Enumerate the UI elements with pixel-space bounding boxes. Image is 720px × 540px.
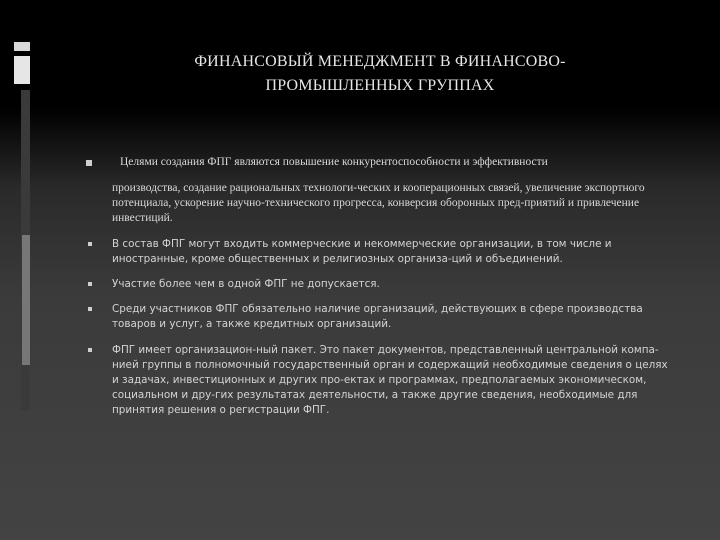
decorative-bars <box>0 0 40 420</box>
square-bullet-icon <box>88 282 92 286</box>
bullet-composition-text: В состав ФПГ могут входить коммерческие и некоммерческие организации, в том числе и иностранные, кроме общественных и религиозных организа-ций и объединений. <box>112 237 612 265</box>
bullet-goals <box>84 156 674 227</box>
bullet-goals-continuation: производства, создание рациональных технологи-ческих и кооперационных связей, увеличение экспортного потенциала, ускорение научно-технического прогресса, конверсия оборонных пред-приятий и привлечение инвестиций. <box>112 182 645 225</box>
square-bullet-icon <box>88 307 92 311</box>
bullet-participants-text: Среди участников ФПГ обязательно наличие организаций, действующих в сфере производства товаров и услуг, а также кредитных организаций. <box>112 303 643 331</box>
bullet-goals-lead: Целями создания ФПГ являются повышение конкурентоспособности и эффективности <box>120 156 548 168</box>
bullet-participation <box>84 277 674 292</box>
bullet-package-text: ФПГ имеет организацион-ный пакет. Это пакет документов, представленный центральной компа-нией группы в полномочный государственный орган и содержащий необходимые сведения о целях и задачах, инвестиционных и других про-ектах и программах, предполагаемых экономическом, социальном и дру-гих результатах деятельности, а также другие сведения, необходимые для принятия решения о регистрации ФПГ. <box>112 343 668 417</box>
slide-title <box>140 50 620 98</box>
bullet-list <box>84 156 674 419</box>
title-line-2: ПРОМЫШЛЕННЫХ ГРУППАХ <box>265 77 495 94</box>
title-line-1: ФИНАНСОВЫЙ МЕНЕДЖМЕНТ В ФИНАНСОВО- <box>194 53 566 70</box>
bullet-composition <box>84 237 674 267</box>
bullet-participation-text: Участие более чем в одной ФПГ не допускается. <box>112 278 380 291</box>
square-bullet-icon <box>88 348 92 352</box>
square-bullet-icon <box>88 242 92 246</box>
bullet-participants <box>84 302 674 332</box>
square-bullet-icon <box>86 160 92 166</box>
bullet-package <box>84 343 674 419</box>
